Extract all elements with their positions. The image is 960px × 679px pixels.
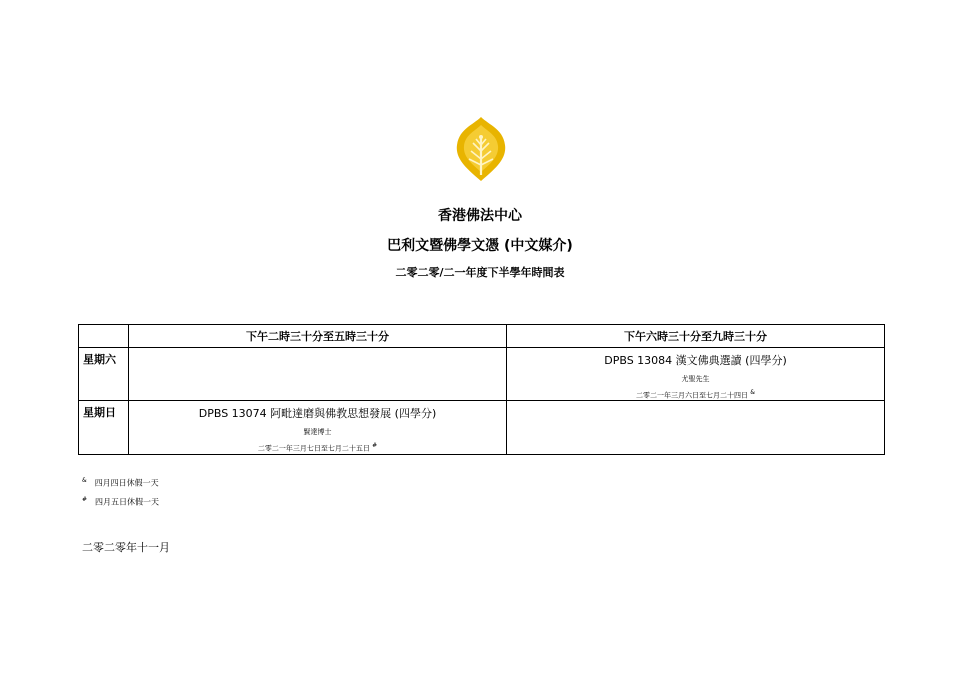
column-header-day bbox=[79, 325, 129, 348]
day-label-sunday: 星期日 bbox=[79, 401, 129, 454]
footnote-mark: & bbox=[82, 477, 87, 484]
column-header-evening: 下午六時三十分至九時三十分 bbox=[507, 325, 885, 348]
course-dates-text: 二零二一年三月七日至七月二十五日 bbox=[257, 444, 370, 453]
footnote-text: 四月四日休假一天 bbox=[94, 478, 159, 488]
course-title: DPBS 13084 漢文佛典選讀 (四學分) bbox=[604, 354, 787, 367]
course-teacher: 尤聖先生 bbox=[681, 375, 710, 383]
schedule-table bbox=[78, 324, 885, 455]
slot-sunday-afternoon bbox=[129, 401, 507, 454]
course-dates-text: 二零二一年三月六日至七月二十四日 bbox=[636, 391, 749, 400]
footnote-text: 四月五日休假一天 bbox=[95, 497, 160, 507]
table-row bbox=[79, 401, 885, 454]
slot-saturday-evening bbox=[507, 348, 885, 401]
footnote-mark: # bbox=[372, 442, 378, 450]
slot-sunday-evening bbox=[507, 401, 885, 454]
schedule-title: 二零二零/二一年度下半學年時間表 bbox=[395, 266, 565, 279]
footnote bbox=[82, 496, 159, 508]
org-name: 香港佛法中心 bbox=[438, 208, 522, 224]
bodhi-leaf-icon bbox=[451, 115, 511, 183]
table-header-row bbox=[79, 325, 885, 348]
issue-date: 二零二零年十一月 bbox=[82, 541, 170, 554]
footnote-mark: & bbox=[750, 389, 755, 396]
day-label-saturday: 星期六 bbox=[79, 348, 129, 401]
course-dates bbox=[129, 442, 506, 453]
course-title: DPBS 13074 阿毗達磨與佛教思想發展 (四學分) bbox=[198, 407, 437, 421]
course-teacher: 賢達博士 bbox=[303, 428, 332, 437]
footnote bbox=[82, 477, 159, 489]
course-dates bbox=[507, 389, 884, 400]
program-name: 巴利文暨佛學文憑 (中文媒介) bbox=[387, 238, 573, 254]
footnote-mark: # bbox=[82, 496, 88, 503]
column-header-afternoon: 下午二時三十分至五時三十分 bbox=[129, 325, 507, 348]
slot-saturday-afternoon bbox=[129, 348, 507, 401]
table-row bbox=[79, 348, 885, 401]
